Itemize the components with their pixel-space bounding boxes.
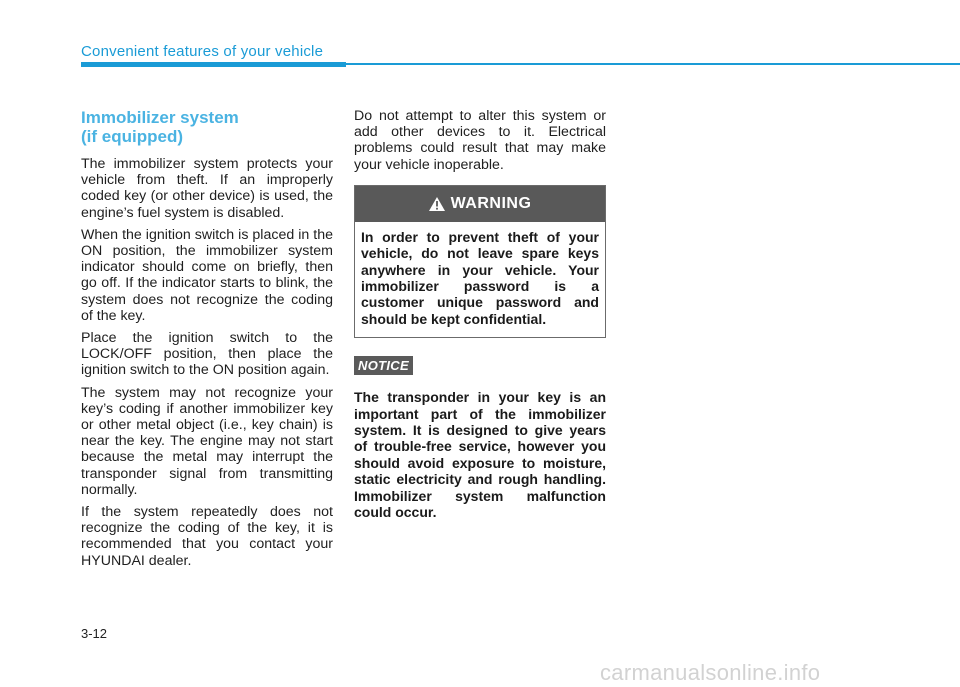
notice-badge: NOTICE bbox=[354, 356, 413, 375]
warning-header bbox=[355, 186, 605, 222]
page-number: 3-12 bbox=[81, 626, 108, 641]
paragraph: When the ignition switch is placed in the ON position, the immobilizer system indicator should come on briefly, then go off. If the indicator starts to blink, the system does not recognize the coding of the key. bbox=[81, 226, 333, 324]
left-column bbox=[81, 108, 333, 575]
section-title-line1: Immobilizer system bbox=[81, 108, 239, 127]
section-title bbox=[81, 108, 333, 146]
paragraph: The system may not recognize your key’s coding if another immobilizer key or other metal object (i.e., key chain) is near the key. The engine may not start because the metal may interrupt the transponder signal from transmitting normally. bbox=[81, 384, 333, 498]
watermark: carmanualsonline.info bbox=[600, 660, 821, 685]
warning-triangle-icon bbox=[429, 197, 445, 211]
right-column bbox=[354, 108, 606, 521]
warning-label: WARNING bbox=[450, 194, 532, 212]
header-title: Convenient features of your vehicle bbox=[81, 43, 324, 60]
paragraph: Place the ignition switch to the LOCK/OFF position, then place the ignition switch to the ON position again. bbox=[81, 330, 333, 379]
paragraph: If the system repeatedly does not recognize the coding of the key, it is recommended that you contact your HYUNDAI dealer. bbox=[81, 504, 333, 569]
notice-text: The transponder in your key is an important part of the immobilizer system. It is designed to give years of trouble-free service, however you should avoid exposure to moisture, static electricity and rough handling. Immobilizer system malfunction could occur. bbox=[354, 389, 606, 521]
header-divider-accent bbox=[81, 62, 346, 67]
section-title-line2: (if equipped) bbox=[81, 127, 183, 146]
paragraph: The immobilizer system protects your vehicle from theft. If an improperly coded key (or other device) is used, the engine’s fuel system is disabled. bbox=[81, 156, 333, 221]
warning-text: In order to prevent theft of your vehicle, do not leave spare keys anywhere in your vehicle. Your immobilizer password is a customer unique password and should be kept confidential. bbox=[361, 228, 599, 327]
intro-paragraph: Do not attempt to alter this system or add other devices to it. Electrical problems could result that may make your vehicle inoperable. bbox=[354, 108, 606, 173]
warning-box bbox=[354, 185, 606, 338]
